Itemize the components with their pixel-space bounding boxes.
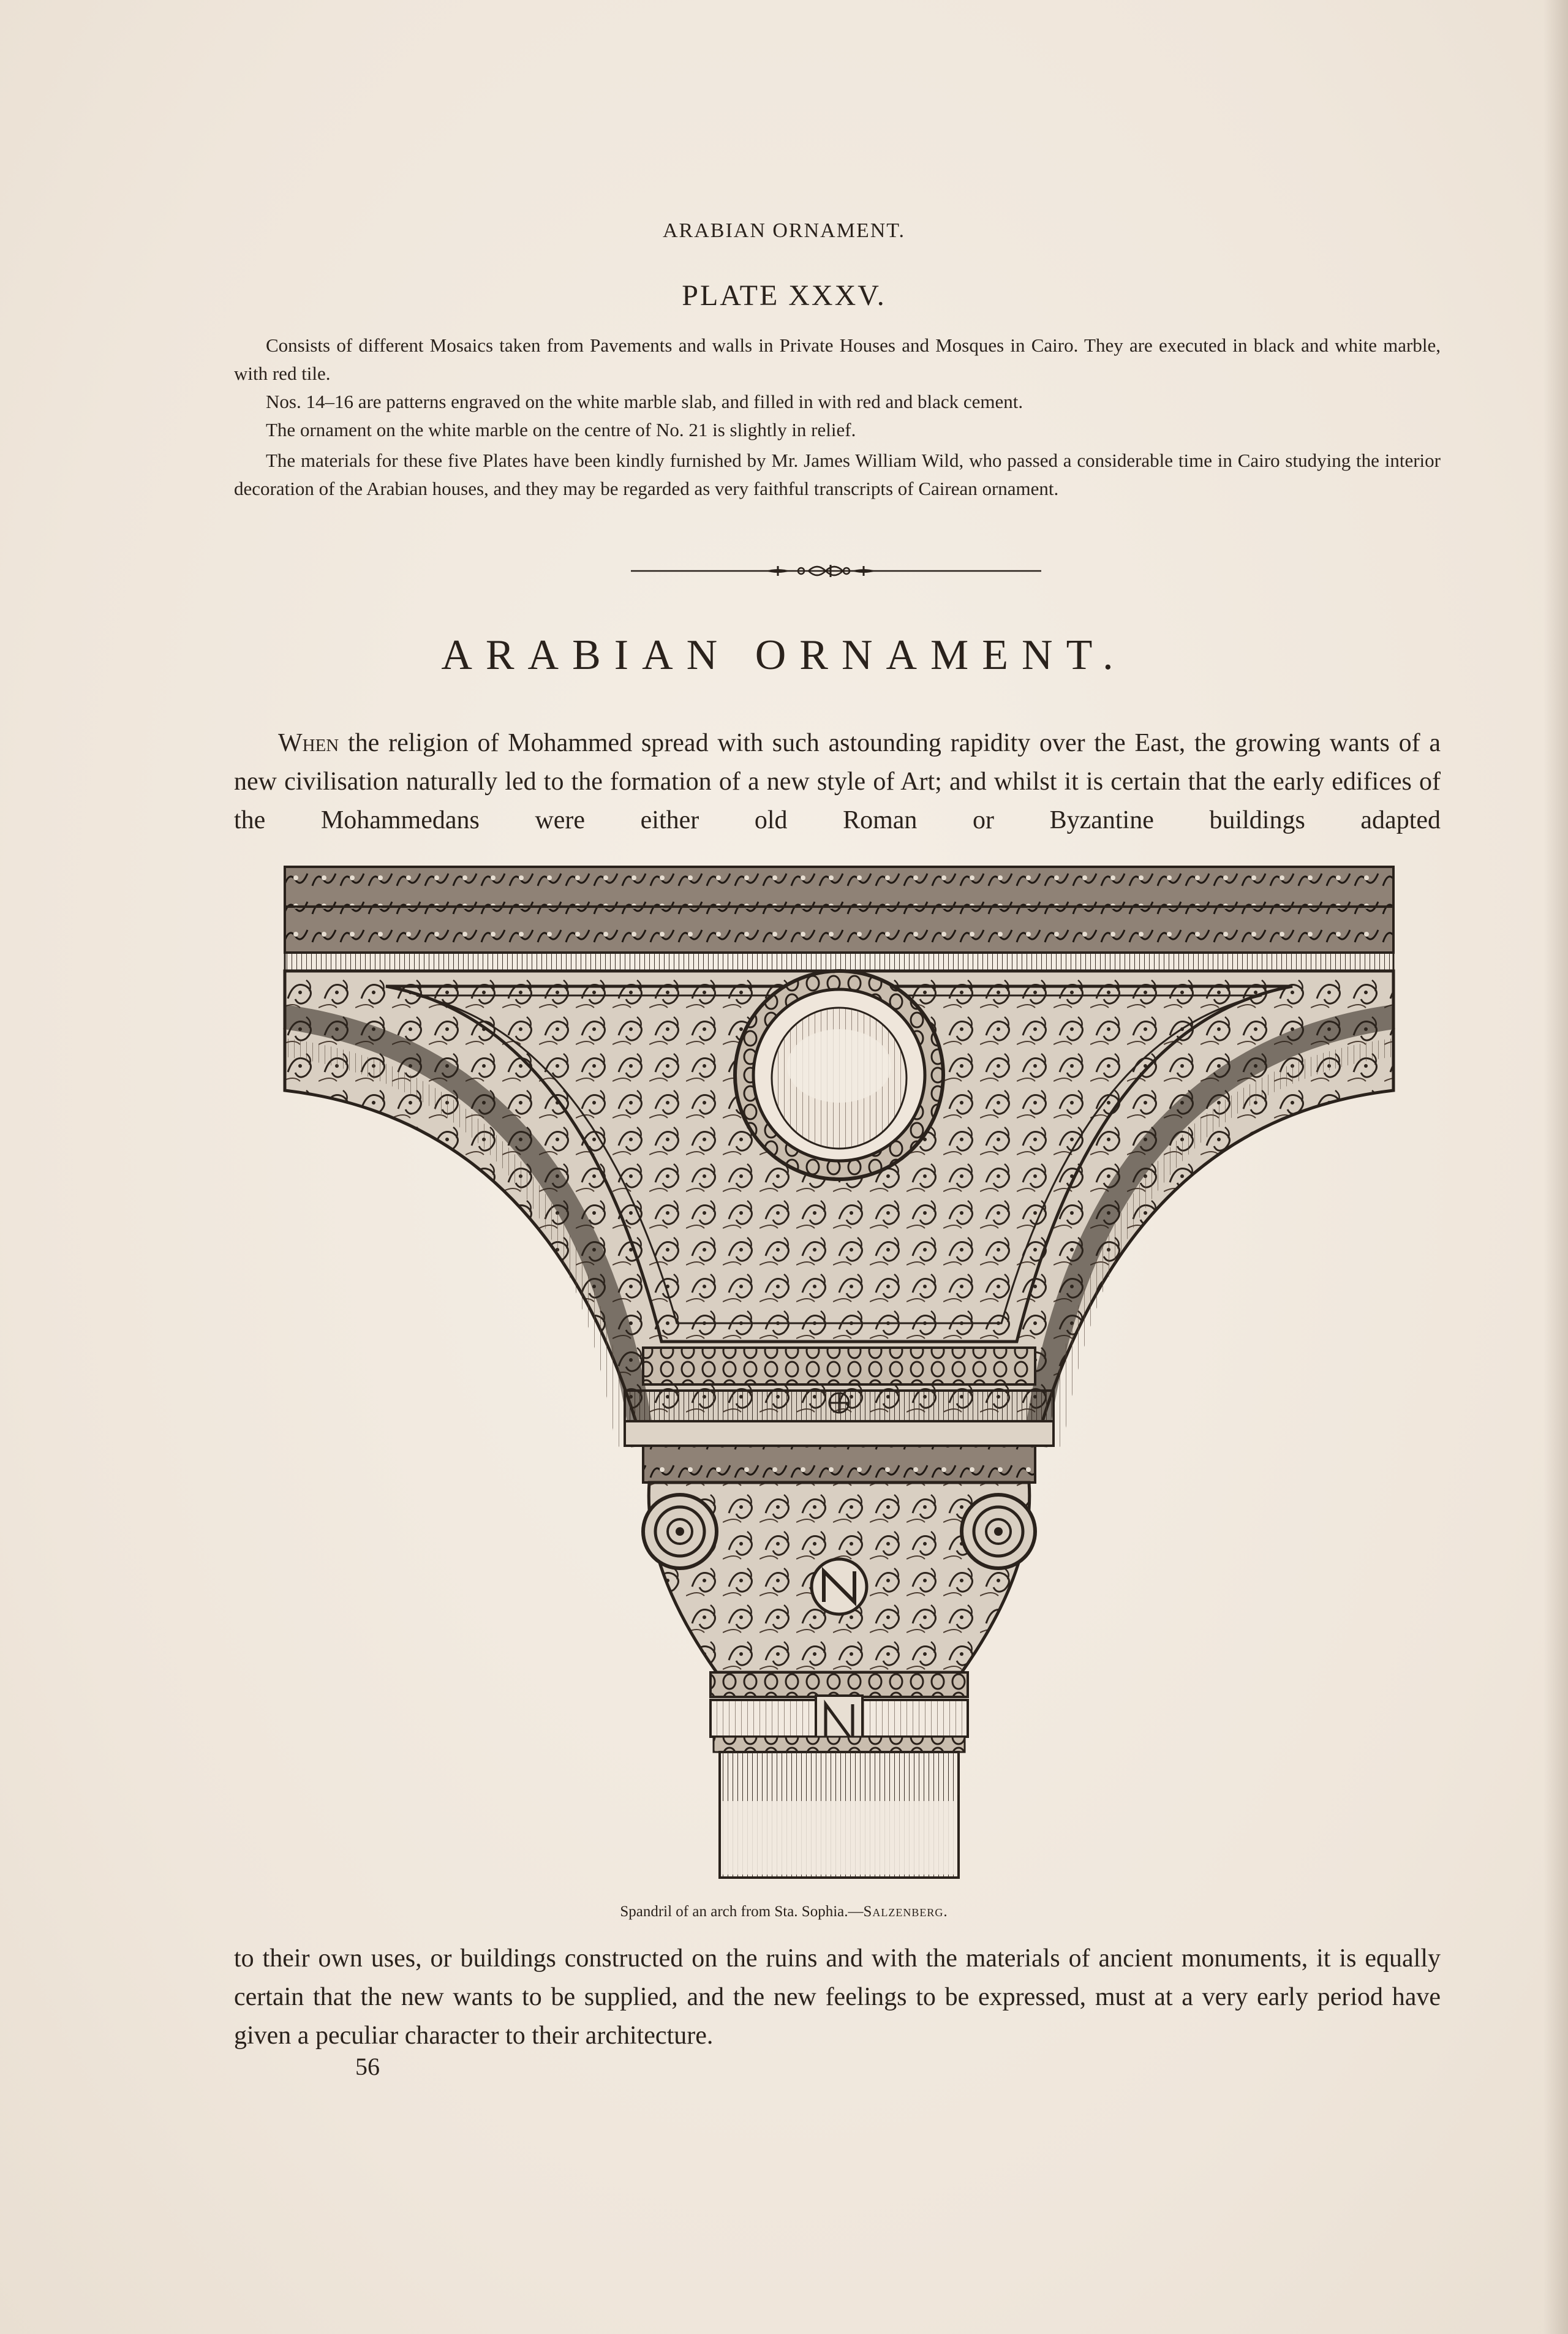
- acknowledgement-text: The materials for these five Plates have been kindly furnished by Mr. James William Wild, who passed a considerable time in Cairo studying the interior decoration of the Arabian houses, and they may be regarded as very faithful transcripts of Cairean ornament.: [234, 450, 1441, 499]
- body-text-before-figure: the religion of Mohammed spread with such astounding rapidity over the East, the growing wants of a new civilisation naturally led to the formation of a new style of Art; and whilst it is certain that the early edifices of the Mohammedans were either old Roman or Byzantine buildings adapted: [234, 729, 1441, 834]
- plate-note-line: The ornament on the white marble on the centre of No. 21 is slightly in relief.: [266, 419, 856, 440]
- page-number: 56: [355, 2053, 380, 2080]
- acknowledgement-paragraph: [234, 447, 1441, 503]
- plate-note-line: Consists of different Mosaics taken from Pavements and walls in Private Houses and Mosques in Cairo. They are executed in black and white marble, with red tile.: [234, 334, 1441, 384]
- section-title: ARABIAN ORNAMENT.: [441, 632, 1127, 679]
- caption-text: Spandril of an arch from Sta. Sophia.—: [620, 1903, 864, 1920]
- opening-word: When: [278, 729, 339, 757]
- plate-notes: [234, 331, 1441, 444]
- caption-credit: Salzenberg.: [863, 1903, 948, 1920]
- running-head: ARABIAN ORNAMENT.: [662, 219, 906, 242]
- body-paragraph-opening: [234, 724, 1441, 840]
- plate-note-line: Nos. 14–16 are patterns engraved on the white marble slab, and filled in with red and black cement.: [266, 391, 1023, 412]
- spandrel-engraving: [282, 864, 1396, 1881]
- body-paragraph-continued: to their own uses, or buildings constructed on the ruins and with the materials of ancient monuments, it is equally certain that the new wants to be supplied, and the new feelings to be expressed, must at a very early period have given a peculiar character to their architecture.: [234, 1944, 1441, 2050]
- plate-title: PLATE XXXV.: [682, 279, 886, 312]
- ornamental-divider: [631, 557, 1041, 582]
- page-edge-shadow: [1544, 0, 1568, 2334]
- figure-caption: [0, 1903, 1568, 1920]
